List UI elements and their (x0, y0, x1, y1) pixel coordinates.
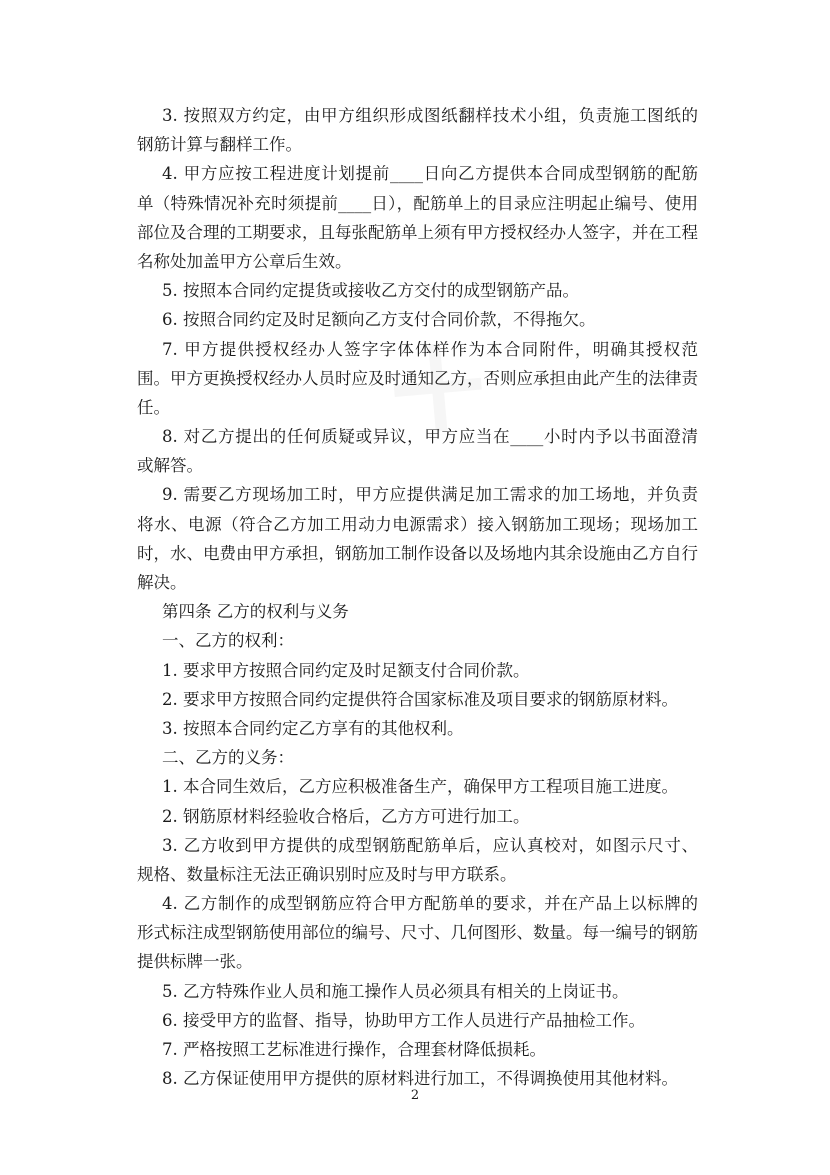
paragraph (137, 480, 698, 597)
text-line: 将水、电源（符合乙方加工用动力电源需求）接入钢筋加工现场；现场加工 (137, 514, 698, 534)
text-line: 围。甲方更换授权经办人员时应及时通知乙方，否则应承担由此产生的法律责 (137, 368, 698, 388)
text-line: 钢筋计算与翻样工作。 (137, 135, 302, 155)
paragraph (137, 335, 698, 423)
paragraph (137, 714, 698, 743)
text-line: 3. 按照双方约定，由甲方组织形成图纸翻样技术小组，负责施工图纸的 (162, 106, 698, 125)
paragraph (137, 889, 698, 977)
text-line: 形式标注成型钢筋使用部位的编号、尺寸、几何图形、数量。每一编号的钢筋 (137, 923, 698, 943)
text-line: 名称处加盖甲方公章后生效。 (137, 251, 352, 271)
paragraph (137, 422, 698, 480)
text-line: 或解答。 (137, 456, 203, 476)
paragraph (137, 743, 698, 772)
text-line: 解决。 (137, 573, 187, 592)
paragraph (137, 159, 698, 276)
paragraph (137, 305, 698, 334)
paragraph (137, 1006, 698, 1035)
text-line: 9. 需要乙方现场加工时，甲方应提供满足加工需求的加工场地，并负责 (162, 485, 698, 505)
text-line: 单（特殊情况补充时须提前____日），配筋单上的目录应注明起止编号、使用 (137, 193, 698, 213)
paragraph (137, 831, 698, 889)
paragraph (137, 276, 698, 305)
text-line: 规格、数量标注无法正确识别时应及时与甲方联系。 (137, 864, 517, 884)
text-line: 提供标牌一张。 (137, 952, 253, 972)
text-line: 6. 按照合同约定及时足额向乙方支付合同价款，不得拖欠。 (162, 310, 596, 330)
page-number: 2 (410, 1088, 420, 1103)
text-line: 8. 对乙方提出的任何质疑或异议，甲方应当在____小时内予以书面澄清 (162, 427, 698, 447)
text-line: 6. 接受甲方的监督、指导，协助甲方工作人员进行产品抽检工作。 (162, 1010, 645, 1030)
text-line: 1. 要求甲方按照合同约定及时足额支付合同价款。 (162, 660, 530, 680)
paragraph (137, 597, 698, 626)
text-line: 8. 乙方保证使用甲方提供的原材料进行加工，不得调换使用其他材料。 (162, 1069, 678, 1089)
text-line: 3. 按照本合同约定乙方享有的其他权利。 (162, 718, 464, 738)
text-line: 7. 严格按照工艺标准进行操作，合理套材降低损耗。 (162, 1040, 546, 1059)
text-line: 第四条 乙方的权利与义务 (162, 602, 349, 622)
paragraph (137, 626, 698, 655)
text-line: 7. 甲方提供授权经办人签字字体体样作为本合同附件，明确其授权范 (162, 339, 698, 359)
paragraph (137, 802, 698, 831)
paragraph (137, 685, 698, 714)
text-line: 部位及合理的工期要求，且每张配筋单上须有甲方授权经办人签字，并在工程 (137, 222, 698, 242)
paragraph (137, 101, 698, 159)
text-line: 二、乙方的义务： (162, 748, 294, 768)
text-line: 2. 要求甲方按照合同约定提供符合国家标准及项目要求的钢筋原材料。 (162, 689, 678, 709)
text-line: 时，水、电费由甲方承担，钢筋加工制作设备以及场地内其余设施由乙方自行 (137, 543, 698, 563)
text-line: 2. 钢筋原材料经验收合格后，乙方方可进行加工。 (162, 806, 530, 826)
paragraph (137, 1035, 698, 1064)
text-line: 5. 按照本合同约定提货或接收乙方交付的成型钢筋产品。 (162, 281, 579, 301)
text-line: 3. 乙方收到甲方提供的成型钢筋配筋单后，应认真校对，如图示尺寸、 (162, 835, 698, 855)
paragraph (137, 656, 698, 685)
paragraph (137, 772, 698, 801)
text-line: 任。 (137, 397, 170, 417)
text-line: 一、乙方的权利： (162, 631, 294, 651)
text-line: 4. 甲方应按工程进度计划提前____日向乙方提供本合同成型钢筋的配筋 (162, 164, 698, 184)
paragraph (137, 977, 698, 1006)
text-line: 1. 本合同生效后，乙方应积极准备生产，确保甲方工程项目施工进度。 (162, 777, 678, 797)
document-body (137, 101, 698, 1093)
text-line: 5. 乙方特殊作业人员和施工操作人员必须具有相关的上岗证书。 (162, 981, 629, 1001)
text-line: 4. 乙方制作的成型钢筋应符合甲方配筋单的要求，并在产品上以标牌的 (162, 894, 698, 914)
